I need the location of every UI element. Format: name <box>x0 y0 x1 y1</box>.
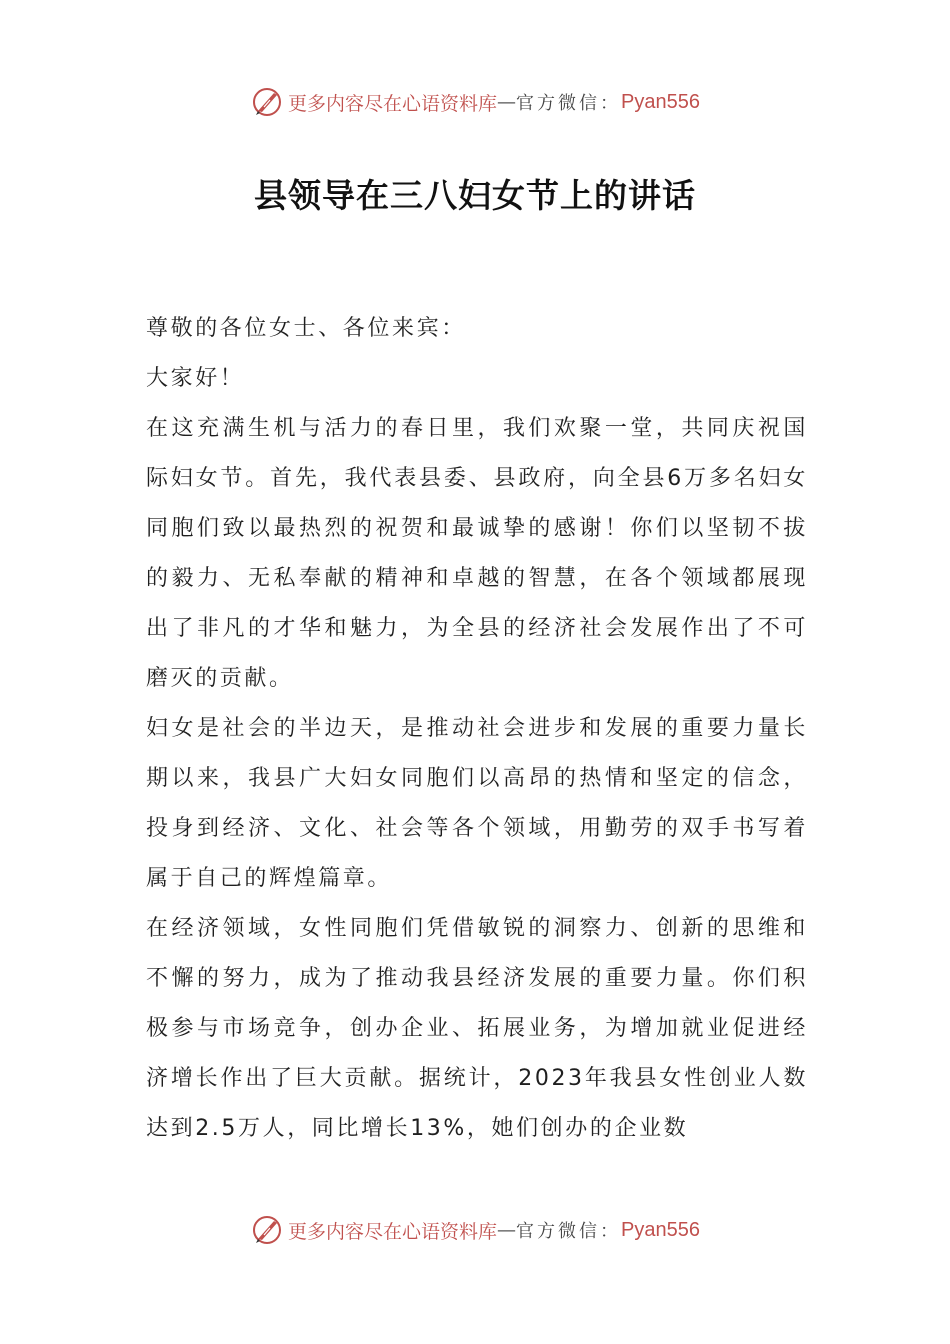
speech-body <box>146 304 808 1154</box>
page-title: 县领导在三八妇女节上的讲话 <box>254 176 696 215</box>
quill-pen-logo-icon <box>250 85 284 119</box>
banner-official-label: 官方微信： <box>516 1221 622 1242</box>
salutation: 尊敬的各位女士、各位来宾： <box>146 316 466 341</box>
banner-dash: — <box>497 91 517 113</box>
body-paragraph: 在这充满生机与活力的春日里，我们欢聚一堂，共同庆祝国际妇女节。首先，我代表县委、县政府，向全县6万多名妇女同胞们致以最热烈的祝贺和最诚挚的感谢！你们以坚韧不拔的毅力、无私奉献的精神和卓越的智慧，在各个领域都展现出了非凡的才华和魅力，为全县的经济社会发展作出了不可磨灭的贡献。 <box>146 416 808 691</box>
banner-slogan: 更多内容尽在心语资料库 <box>288 92 498 115</box>
banner-wechat-id: Pyan556 <box>621 1218 700 1241</box>
banner-official-label: 官方微信： <box>516 93 622 114</box>
body-paragraph: 在经济领域，女性同胞们凭借敏锐的洞察力、创新的思维和不懈的努力，成为了推动我县经济发展的重要力量。你们积极参与市场竞争，创办企业、拓展业务，为增加就业促进经济增长作出了巨大贡献。据统计，2023年我县女性创业人数达到2.5万人，同比增长13%，她们创办的企业数 <box>146 916 808 1141</box>
header-banner <box>0 82 950 122</box>
body-paragraph: 妇女是社会的半边天，是推动社会进步和发展的重要力量长期以来，我县广大妇女同胞们以高昂的热情和坚定的信念，投身到经济、文化、社会等各个领域，用勤劳的双手书写着属于自己的辉煌篇章。 <box>146 716 808 891</box>
footer-banner <box>0 1210 950 1250</box>
banner-wechat-id: Pyan556 <box>621 90 700 113</box>
banner-slogan: 更多内容尽在心语资料库 <box>288 1220 498 1243</box>
banner-dash: — <box>497 1219 517 1241</box>
greeting: 大家好！ <box>146 366 245 391</box>
quill-pen-logo-icon <box>250 1213 284 1247</box>
